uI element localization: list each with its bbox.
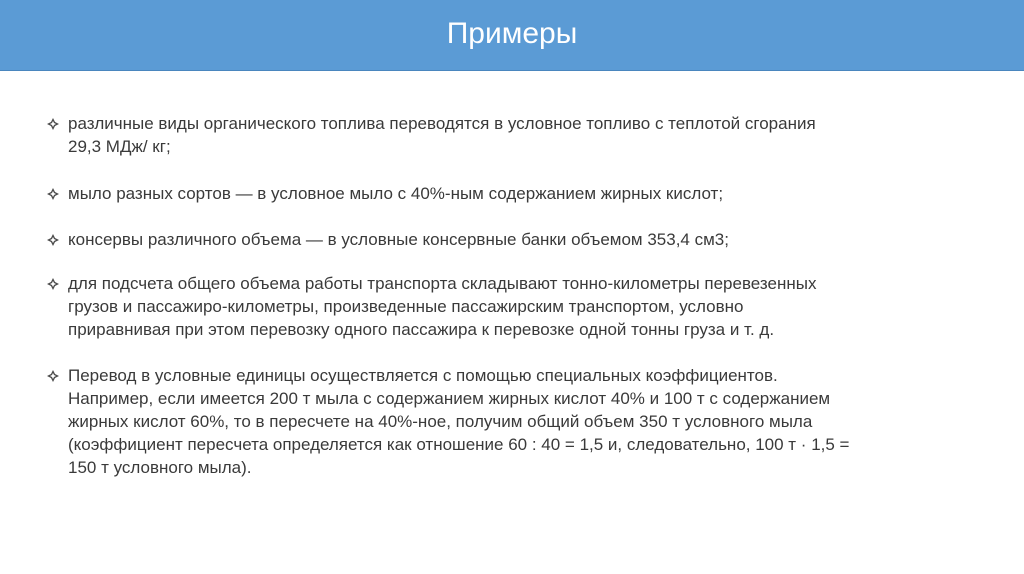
bullet-text (68, 364, 946, 479)
bullet-line: (коэффициент пересчета определяется как отношение 60 : 40 = 1,5 и, следовательно, 100 т · 1,5 = (68, 435, 850, 454)
bullet-line: Перевод в условные единицы осуществляется с помощью специальных коэффициентов. (68, 366, 778, 385)
diamond-bullet-icon (46, 272, 68, 295)
slide-title: Примеры (446, 17, 578, 50)
bullet-line: для подсчета общего объема работы транспорта складывают тонно-километры перевезенных (68, 274, 817, 293)
bullet-item (46, 112, 946, 158)
bullet-item (46, 228, 946, 251)
diamond-bullet-icon (46, 112, 68, 135)
bullet-line: Например, если имеется 200 т мыла с содержанием жирных кислот 40% и 100 т с содержанием (68, 389, 831, 408)
bullet-line: различные виды органического топлива переводятся в условное топливо с теплотой сгорания (68, 114, 816, 133)
bullet-line: 29,3 МДж/ кг; (68, 137, 171, 156)
bullet-item (46, 182, 946, 205)
bullet-line: жирных кислот 60%, то в пересчете на 40%-ное, получим общий объем 350 т условного мыла (68, 412, 813, 431)
bullet-line: грузов и пассажиро-километры, произведенные пассажирским транспортом, условно (68, 297, 744, 316)
bullet-item (46, 272, 946, 341)
diamond-bullet-icon (46, 182, 68, 205)
bullet-text (68, 228, 946, 251)
diamond-bullet-icon (46, 364, 68, 387)
bullet-line: приравнивая при этом перевозку одного пассажира к перевозке одной тонны груза и т. д. (68, 320, 775, 339)
bullet-line: консервы различного объема — в условные консервные банки объемом 353,4 см3; (68, 230, 729, 249)
bullet-item (46, 364, 946, 479)
bullet-line: мыло разных сортов — в условное мыло с 40%-ным содержанием жирных кислот; (68, 184, 724, 203)
bullet-line: 150 т условного мыла). (68, 458, 252, 477)
bullet-text (68, 272, 946, 341)
bullet-text (68, 112, 946, 158)
diamond-bullet-icon (46, 228, 68, 251)
slide-header (0, 0, 1024, 71)
bullet-text (68, 182, 946, 205)
